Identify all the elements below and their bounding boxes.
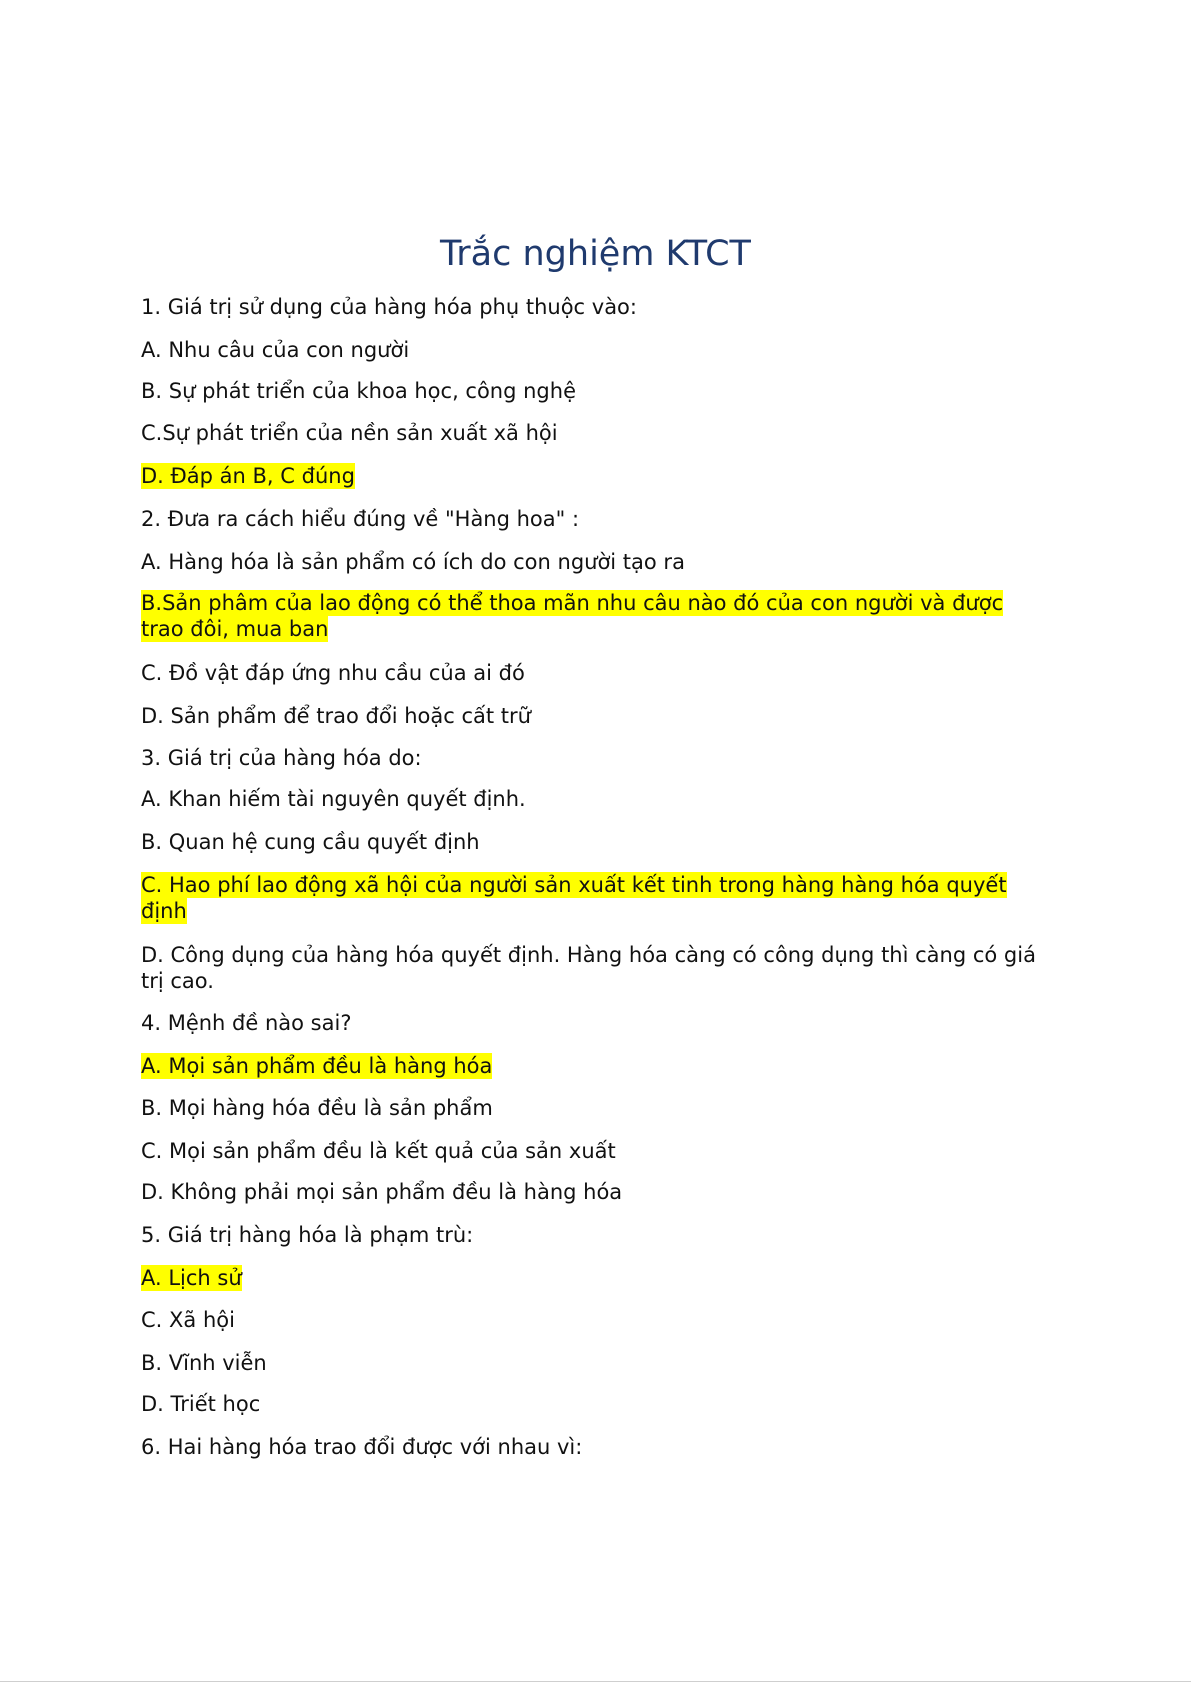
option-4a-answer: A. Mọi sản phẩm đều là hàng hóa: [141, 1054, 493, 1078]
option-3a: A. Khan hiếm tài nguyên quyết định.: [141, 787, 526, 811]
option-5a-answer: A. Lịch sử: [141, 1266, 242, 1290]
option-3b: B. Quan hệ cung cầu quyết định: [141, 830, 480, 854]
option-4b: B. Mọi hàng hóa đều là sản phẩm: [141, 1096, 493, 1120]
option-2a: A. Hàng hóa là sản phẩm có ích do con người tạo ra: [141, 550, 685, 574]
option-2c: C. Đồ vật đáp ứng nhu cầu của ai đó: [141, 661, 525, 685]
option-4c: C. Mọi sản phẩm đều là kết quả của sản xuất: [141, 1139, 616, 1163]
option-5b: B. Vĩnh viễn: [141, 1351, 267, 1375]
option-1c: C.Sự phát triển của nền sản xuất xã hội: [141, 421, 558, 445]
option-2d: D. Sản phẩm để trao đổi hoặc cất trữ: [141, 704, 531, 728]
question-4: 4. Mệnh đề nào sai?: [141, 1011, 352, 1035]
option-1d-answer: D. Đáp án B, C đúng: [141, 464, 355, 488]
option-3d: D. Công dụng của hàng hóa quyết định. Hàng hóa càng có công dụng thì càng có giá trị cao.: [141, 943, 1036, 993]
option-3c-answer: C. Hao phí lao động xã hội của người sản xuất kết tinh trong hàng hàng hóa quyết định: [141, 873, 1007, 923]
document-title: Trắc nghiệm KTCT: [440, 234, 751, 274]
question-1: 1. Giá trị sử dụng của hàng hóa phụ thuộc vào:: [141, 295, 637, 319]
question-2: 2. Đưa ra cách hiểu đúng về "Hàng hoa" :: [141, 507, 580, 531]
option-4d: D. Không phải mọi sản phẩm đều là hàng hóa: [141, 1180, 623, 1204]
page-bottom-divider: [0, 1681, 1191, 1682]
question-5: 5. Giá trị hàng hóa là phạm trù:: [141, 1223, 474, 1247]
option-1b: B. Sự phát triển của khoa học, công nghệ: [141, 379, 576, 403]
question-6: 6. Hai hàng hóa trao đổi được với nhau vì:: [141, 1435, 583, 1459]
option-1a: A. Nhu câu của con người: [141, 338, 410, 362]
option-5c: C. Xã hội: [141, 1308, 235, 1332]
option-2b-answer: B.Sản phâm của lao động có thể thoa mãn nhu câu nào đó của con người và được trao đôi, mua ban: [141, 591, 1004, 641]
question-3: 3. Giá trị của hàng hóa do:: [141, 746, 422, 770]
option-5d: D. Triết học: [141, 1392, 261, 1416]
